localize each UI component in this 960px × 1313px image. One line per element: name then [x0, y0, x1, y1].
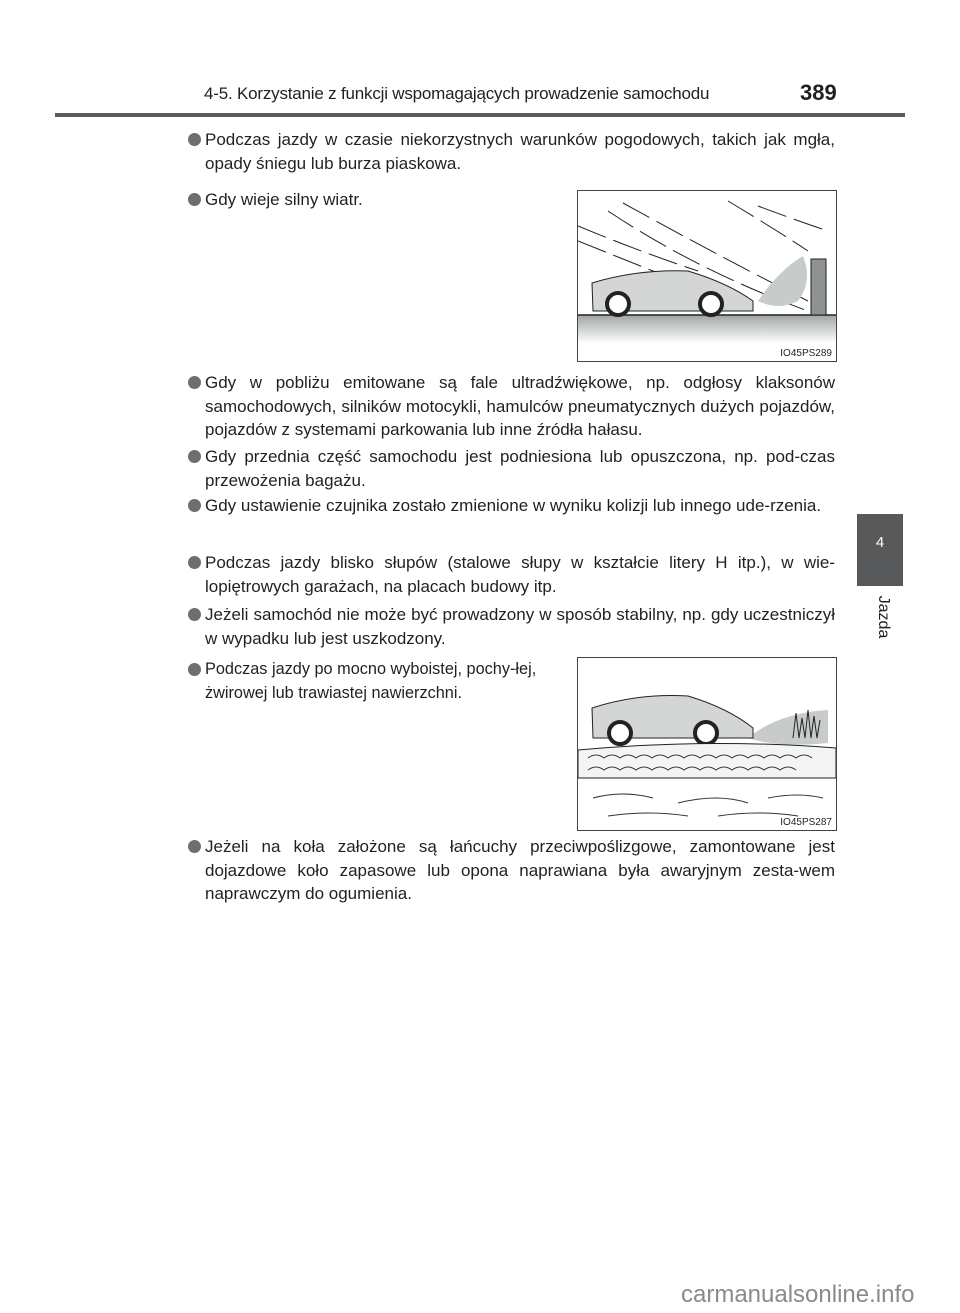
- list-item-text: Podczas jazdy po mocno wyboistej, pochy-łej, żwirowej lub trawiastej nawierzchni.: [205, 660, 537, 702]
- list-item: [205, 188, 550, 212]
- list-item-text: Podczas jazdy blisko słupów (stalowe słupy w kształcie litery H itp.), w wie-lopiętrowych garażach, na placach budowy itp.: [205, 553, 835, 596]
- list-item-text: Gdy przednia część samochodu jest podniesiona lub opuszczona, np. pod-czas przewożenia bagażu.: [205, 447, 835, 490]
- wind-car-illustration: [578, 191, 836, 361]
- bullet-icon: [188, 376, 201, 389]
- list-item-text: Jeżeli samochód nie może być prowadzony w sposób stabilny, np. gdy uczestniczył w wypadku lub jest uszkodzony.: [205, 605, 835, 648]
- bullet-icon: [188, 450, 201, 463]
- watermark: carmanualsonline.info: [681, 1281, 915, 1308]
- page-number: 389: [800, 80, 837, 105]
- list-item: [205, 371, 835, 442]
- list-item: [205, 835, 835, 906]
- figure-id: IO45PS287: [780, 817, 832, 828]
- figure-strong-wind: [577, 190, 837, 362]
- rough-road-car-illustration: [578, 658, 836, 830]
- list-item: [205, 445, 835, 492]
- bullet-icon: [188, 556, 201, 569]
- bullet-icon: [188, 663, 201, 676]
- list-item: [205, 551, 835, 598]
- section-title: 4-5. Korzystanie z funkcji wspomagających prowadzenie samochodu: [204, 84, 710, 103]
- list-item: [205, 658, 555, 705]
- list-item-text: Gdy w pobliżu emitowane są fale ultradźwiękowe, np. odgłosy klaksonów samochodowych, silników motocykli, hamulców pneumatycznych dużych pojazdów, pojazdów z systemami parkowania lub inne źródła hałasu.: [205, 373, 835, 439]
- header-rule: [55, 113, 905, 117]
- figure-id: IO45PS289: [780, 348, 832, 359]
- bullet-icon: [188, 499, 201, 512]
- figure-rough-road: [577, 657, 837, 831]
- list-item-text: Gdy ustawienie czujnika zostało zmienione w wyniku kolizji lub innego ude-rzenia.: [205, 496, 822, 515]
- bullet-icon: [188, 193, 201, 206]
- bullet-icon: [188, 133, 201, 146]
- bullet-icon: [188, 840, 201, 853]
- list-item-text: Jeżeli na koła założone są łańcuchy przeciwpoślizgowe, zamontowane jest dojazdowe koło zapasowe lub opona naprawiana była awaryjnym zesta-wem naprawczym do ogumienia.: [205, 837, 835, 903]
- list-item: [205, 128, 835, 175]
- list-item-text: Gdy wieje silny wiatr.: [205, 190, 363, 209]
- list-item-text: Podczas jazdy w czasie niekorzystnych warunków pogodowych, takich jak mgła, opady śniegu lub burza piaskowa.: [205, 130, 835, 173]
- chapter-tab[interactable]: 4: [857, 514, 903, 586]
- chapter-title: Jazda: [875, 595, 892, 639]
- list-item: [205, 494, 835, 518]
- list-item: [205, 603, 835, 650]
- bullet-icon: [188, 608, 201, 621]
